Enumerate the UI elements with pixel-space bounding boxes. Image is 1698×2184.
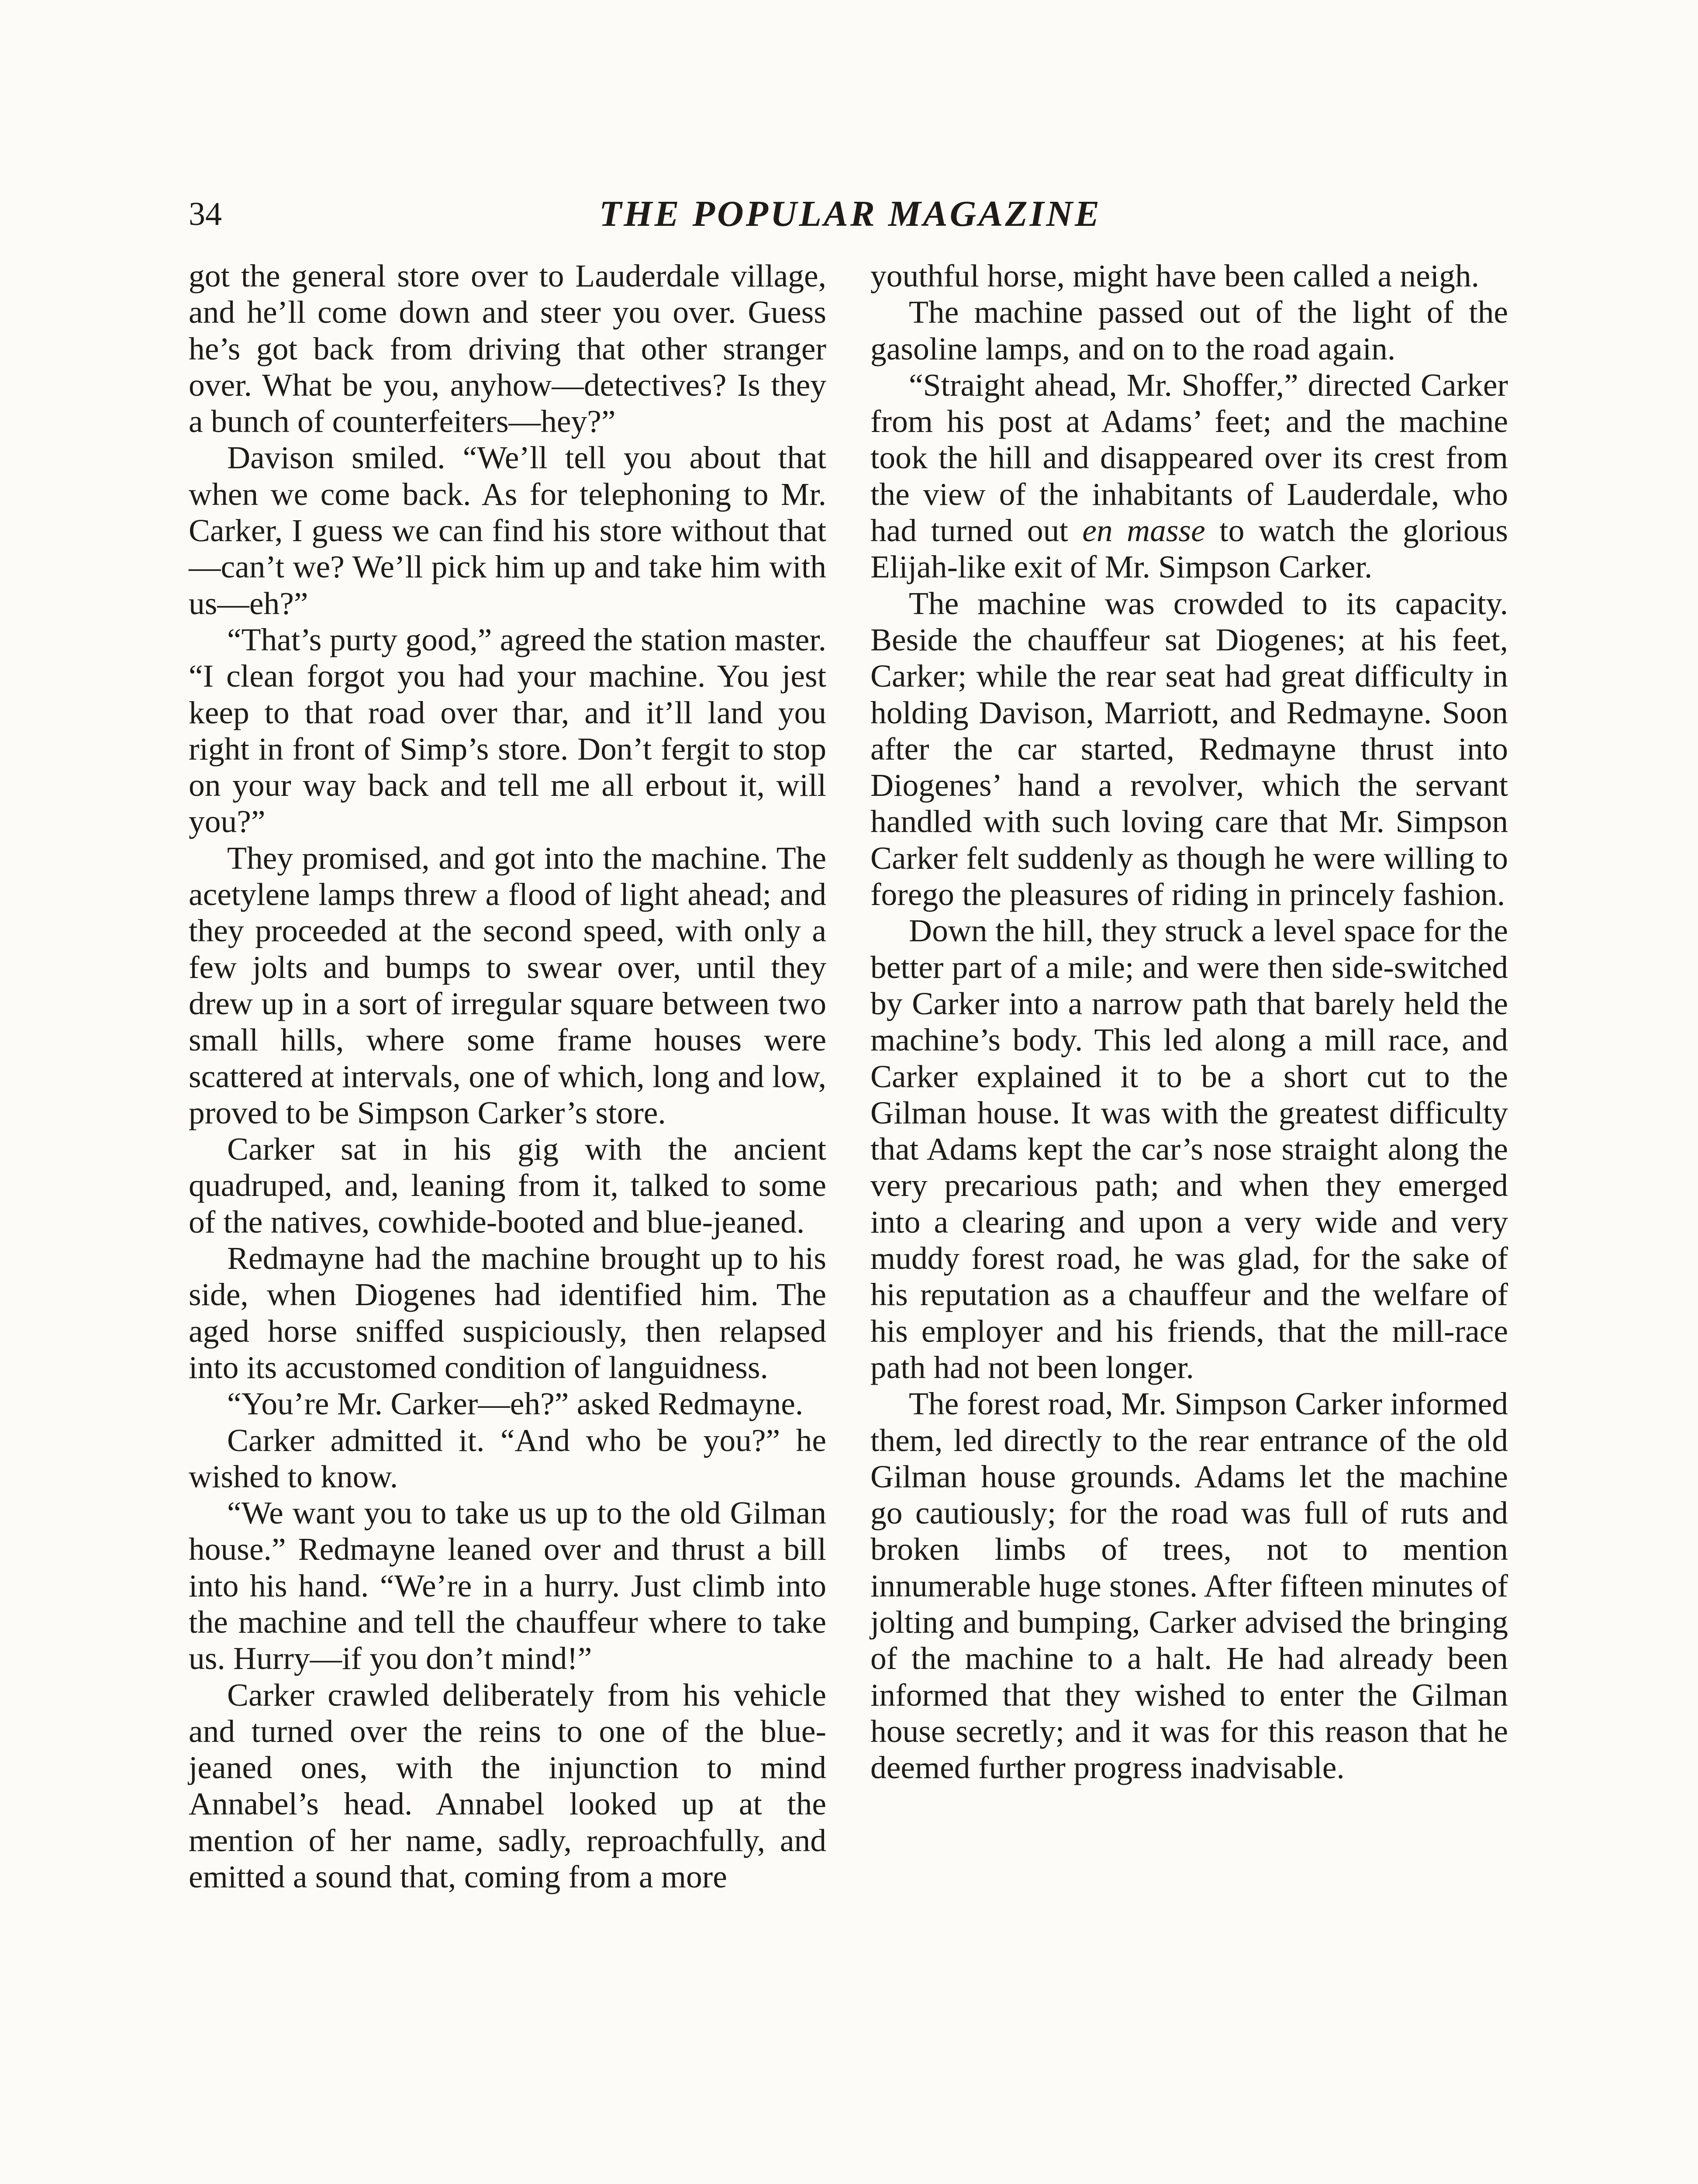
- running-title: THE POPULAR MAGAZINE: [599, 194, 1102, 234]
- page-header: [189, 183, 1512, 245]
- paragraph: youthful horse, might have been called a neigh.: [870, 258, 1480, 294]
- paragraph: The forest road, Mr. Simpson Carker informed them, led directly to the rear entrance of the old Gilman house grounds. Adams let the machine go cautiously; for the road was full of ruts and broken limbs of trees, not to mention innumerable huge stones. After fifteen minutes of jolting and bumping, Carker advised the bringing of the machine to a halt. He had already been informed that they wished to enter the Gilman house secretly; and it was for this reason that he deemed further progress inadvisable.: [870, 1386, 1508, 1786]
- paragraph-with-italic: [870, 367, 1508, 585]
- paragraph: “That’s purty good,” agreed the station master. “I clean forgot you had your machine. You jest keep to that road over thar, and it’ll land you right in front of Simp’s store. Don’t fergit to stop on your way back and tell me all erbout it, will you?”: [189, 622, 826, 840]
- paragraph: Down the hill, they struck a level space for the better part of a mile; and were then side-switched by Carker into a narrow path that barely held the machine’s body. This led along a mill race, and Carker explained it to be a short cut to the Gilman house. It was with the greatest difficulty that Adams kept the car’s nose straight along the very precarious path; and when they emerged into a clearing and upon a very wide and very muddy forest road, he was glad, for the sake of his reputation as a chauffeur and the welfare of his employer and his friends, that the mill-race path had not been longer.: [870, 913, 1508, 1385]
- paragraph: “You’re Mr. Carker—eh?” asked Redmayne.: [227, 1386, 804, 1422]
- paragraph: got the general store over to Lauderdale village, and he’ll come down and steer you over. Guess he’s got back from driving that other stranger over. What be you, anyhow—detectives? Is they a bunch of counterfeiters—hey?”: [189, 258, 826, 439]
- page-number: 34: [189, 196, 222, 232]
- paragraph: The machine was crowded to its capacity. Beside the chauffeur sat Diogenes; at his feet, Carker; while the rear seat had great difficulty in holding Davison, Marriott, and Redmayne. Soon after the car started, Redmayne thrust into Diogenes’ hand a revolver, which the servant handled with such loving care that Mr. Simpson Carker felt suddenly as though he were willing to forego the pleasures of riding in princely fashion.: [870, 585, 1508, 912]
- right-text-column: [870, 258, 1508, 1786]
- italic-phrase: en masse: [1082, 513, 1205, 549]
- paragraph: They promised, and got into the machine. The acetylene lamps threw a flood of light ahead; and they proceeded at the second speed, with only a few jolts and bumps to swear over, until they drew up in a sort of irregular square between two small hills, where some frame houses were scattered at intervals, one of which, long and low, proved to be Simpson Carker’s store.: [189, 840, 826, 1130]
- text-run: “Straight ahead, Mr. Shoffer,” directed Carker from his post at Adams’ feet; and the machine took the hill and disappeared over its crest from the view of the inhabitants of Lauderdale, who had turned out: [870, 367, 1508, 549]
- paragraph: “We want you to take us up to the old Gilman house.” Redmayne leaned over and thrust a bill into his hand. “We’re in a hurry. Just climb into the machine and tell the chauffeur where to take us. Hurry—if you don’t mind!”: [189, 1495, 826, 1676]
- paragraph: Carker crawled deliberately from his vehicle and turned over the reins to one of the blue-jeaned ones, with the injunction to mind Annabel’s head. Annabel looked up at the mention of her name, sadly, reproachfully, and emitted a sound that, coming from a more: [189, 1677, 826, 1895]
- paragraph: Carker sat in his gig with the ancient quadruped, and, leaning from it, talked to some of the natives, cowhide-booted and blue-jeaned.: [189, 1131, 826, 1240]
- paragraph: Carker admitted it. “And who be you?” he wished to know.: [189, 1422, 826, 1494]
- left-text-column: [189, 258, 826, 1895]
- paragraph: Redmayne had the machine brought up to his side, when Diogenes had identified him. The aged horse sniffed suspiciously, then relapsed into its accustomed condition of languidness.: [189, 1241, 826, 1385]
- paragraph: Davison smiled. “We’ll tell you about that when we come back. As for telephoning to Mr. Carker, I guess we can find his store without that—can’t we? We’ll pick him up and take him with us—eh?”: [189, 440, 826, 621]
- text-run: to watch the glorious Elijah-like exit of Mr. Simpson Carker.: [870, 513, 1508, 585]
- paragraph: The machine passed out of the light of the gasoline lamps, and on to the road again.: [870, 294, 1508, 366]
